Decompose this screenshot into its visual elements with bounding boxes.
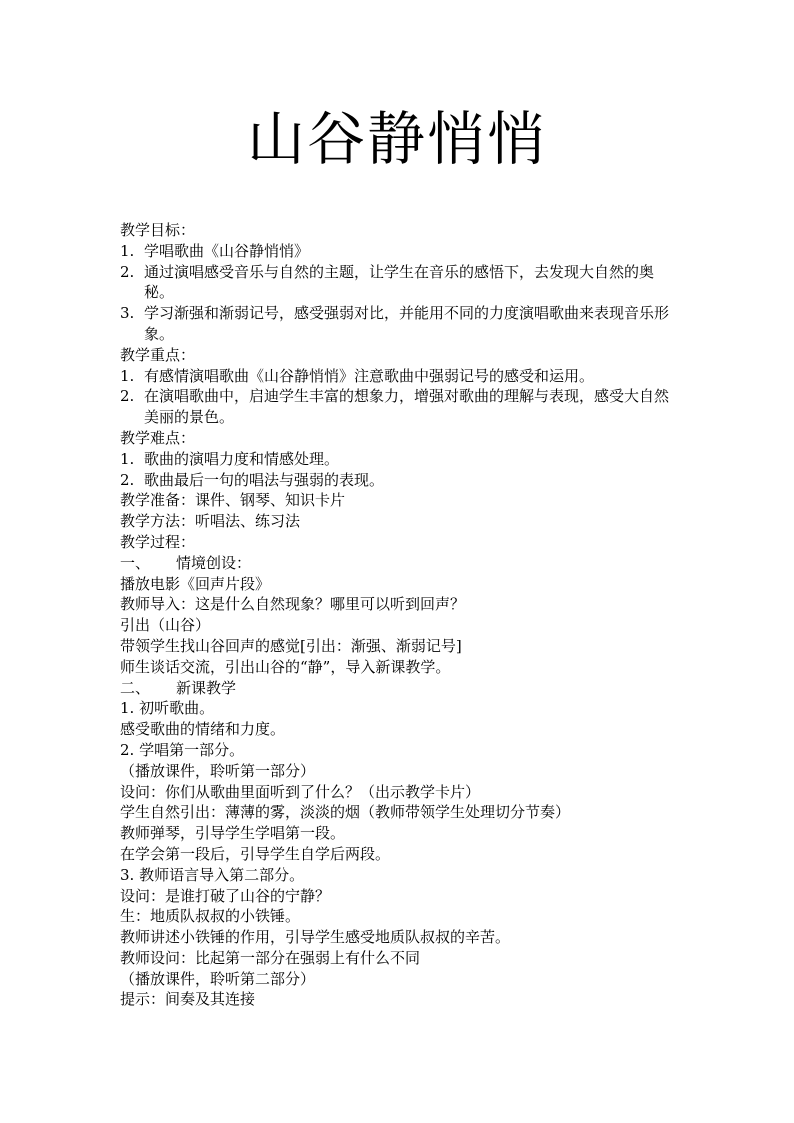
difficulty-item [120, 449, 680, 470]
process-line: 学生自然引出：薄薄的雾，淡淡的烟（教师带领学生处理切分节奏） [120, 803, 571, 822]
process-line: 生：地质队叔叔的小铁锤。 [120, 907, 301, 926]
item-number: 3. [120, 304, 135, 323]
section-number: 二、 [120, 678, 151, 697]
process-line: 2. 学唱第一部分。 [120, 740, 245, 759]
process-line: 1. 初听歌曲。 [120, 699, 215, 718]
process-line: 师生谈话交流，引出山谷的“静”，导入新课教学。 [120, 657, 451, 676]
item-text: 歌曲最后一句的唱法与强弱的表现。 [144, 470, 385, 489]
section-title: 情境创设： [176, 553, 252, 572]
process-line: 设问：你们从歌曲里面听到了什么？（出示教学卡片） [120, 782, 481, 801]
process-line: 教师设问：比起第一部分在强弱上有什么不同 [120, 948, 421, 967]
difficulties-heading: 教学难点： [120, 428, 196, 447]
process-line: 提示：间奏及其连接 [120, 990, 256, 1009]
process-line: 教师弹琴，引导学生学唱第一段。 [120, 824, 346, 843]
key-point-item [120, 366, 680, 387]
section-number: 一、 [120, 553, 151, 572]
item-text: 歌曲的演唱力度和情感处理。 [144, 449, 340, 468]
process-line: 3. 教师语言导入第二部分。 [120, 865, 305, 884]
objective-item [120, 303, 680, 345]
process-line: （播放课件，聆听第二部分） [120, 969, 316, 988]
difficulty-item [120, 470, 680, 491]
process-line: 带领学生找山谷回声的感觉[引出：渐强、渐弱记号] [120, 636, 462, 655]
process-section-heading [120, 678, 680, 699]
process-line: 播放电影《回声片段》 [120, 574, 271, 593]
item-number: 2. [120, 387, 135, 406]
process-line: 引出（山谷） [120, 616, 211, 635]
objectives-heading: 教学目标： [120, 221, 196, 239]
item-text: 在演唱歌曲中，启迪学生丰富的想象力，增强对歌曲的理解与表现，感受大自然美丽的景色。 [144, 387, 670, 427]
process-section-heading [120, 553, 680, 574]
page-title: 山谷静悄悄 [246, 105, 547, 173]
key-points-heading: 教学重点： [120, 345, 196, 364]
process-line: （播放课件，聆听第一部分） [120, 761, 316, 780]
item-text: 通过演唱感受音乐与自然的主题，让学生在音乐的感悟下，去发现大自然的奥秘。 [144, 262, 655, 302]
process-line: 在学会第一段后，引导学生自学后两段。 [120, 844, 391, 863]
item-number: 2. [120, 470, 135, 489]
item-number: 2. [120, 262, 135, 281]
item-text: 学习渐强和渐弱记号，感受强弱对比，并能用不同的力度演唱歌曲来表现音乐形象。 [144, 304, 670, 343]
process-line: 教师导入：这是什么自然现象？哪里可以听到回声？ [120, 595, 466, 614]
item-number: 1. [120, 449, 135, 468]
process-line: 教师讲述小铁锤的作用，引导学生感受地质队叔叔的辛苦。 [120, 928, 511, 947]
lesson-plan-body [120, 220, 680, 1010]
preparation-line: 教学准备：课件、钢琴、知识卡片 [120, 491, 346, 510]
process-line: 设问：是谁打破了山谷的宁静？ [120, 886, 331, 905]
process-heading: 教学过程： [120, 532, 196, 551]
key-point-item [120, 386, 680, 428]
item-text: 有感情演唱歌曲《山谷静悄悄》注意歌曲中强弱记号的感受和运用。 [144, 366, 595, 385]
section-title: 新课教学 [176, 678, 237, 697]
objective-item [120, 241, 680, 262]
objective-item [120, 262, 680, 304]
item-number: 1. [120, 241, 135, 260]
methods-line: 教学方法：听唱法、练习法 [120, 512, 301, 531]
process-line: 感受歌曲的情绪和力度。 [120, 720, 286, 739]
item-number: 1. [120, 366, 135, 385]
item-text: 学唱歌曲《山谷静悄悄》 [144, 241, 310, 260]
